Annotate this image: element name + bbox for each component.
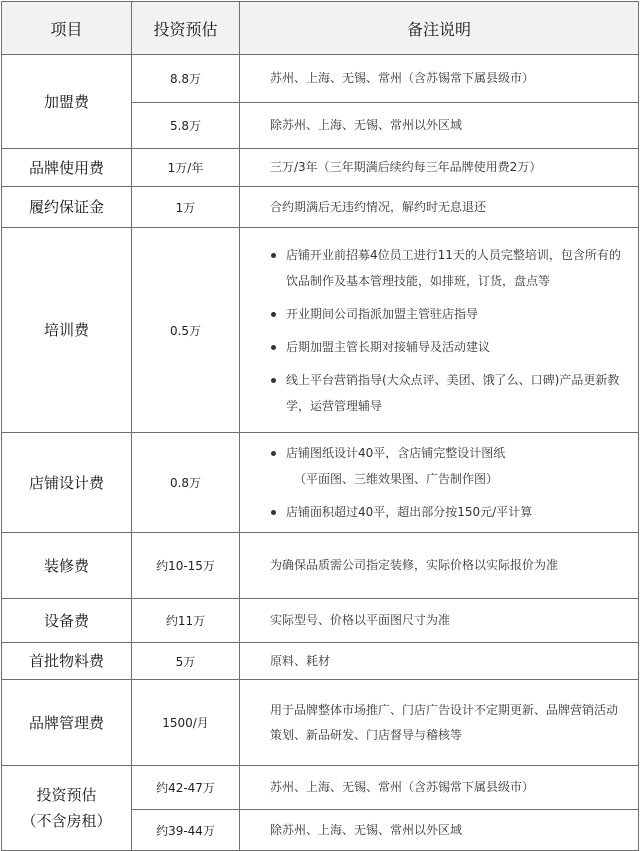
header-item: 项目 [2, 2, 132, 55]
row-investment: 约42-47万 [132, 766, 240, 810]
row-item-franchise-fee: 加盟费 [2, 55, 132, 149]
table-row [2, 766, 639, 810]
row-note: 原料、耗材 [240, 643, 639, 680]
bullet-list [270, 242, 624, 419]
row-note [240, 433, 639, 533]
row-investment: 约39-44万 [132, 810, 240, 851]
table-row [2, 533, 639, 599]
row-investment: 5.8万 [132, 103, 240, 149]
row-investment: 8.8万 [132, 55, 240, 103]
table-row [2, 228, 639, 433]
row-note: 除苏州、上海、无锡、常州以外区域 [240, 810, 639, 851]
header-note: 备注说明 [240, 2, 639, 55]
table-row [2, 149, 639, 187]
table-row [2, 599, 639, 643]
row-investment: 0.5万 [132, 228, 240, 433]
list-item: 开业期间公司指派加盟主管驻店指导 [270, 301, 624, 327]
row-note [240, 228, 639, 433]
row-item-equipment-fee: 设备费 [2, 599, 132, 643]
row-item-renovation-fee: 装修费 [2, 533, 132, 599]
row-note: 除苏州、上海、无锡、常州以外区域 [240, 103, 639, 149]
row-note: 合约期满后无违约情况，解约时无息退还 [240, 187, 639, 228]
row-investment: 约10-15万 [132, 533, 240, 599]
row-investment: 约11万 [132, 599, 240, 643]
row-investment: 1万/年 [132, 149, 240, 187]
table-row [2, 55, 639, 103]
row-item-training-fee: 培训费 [2, 228, 132, 433]
fee-table [1, 1, 639, 851]
list-item: 店铺开业前招募4位员工进行11天的人员完整培训，包含所有的饮品制作及基本管理技能，如排班，订货，盘点等 [270, 242, 624, 294]
row-note: 实际型号、价格以平面图尺寸为准 [240, 599, 639, 643]
table-row [2, 643, 639, 680]
row-note: 苏州、上海、无锡、常州（含苏锡常下属县级市） [240, 766, 639, 810]
list-item: 线上平台营销指导(大众点评、美团、饿了么、口碑)产品更新教学，运营管理辅导 [270, 367, 624, 419]
item-line: 投资预估 [36, 786, 97, 804]
row-item-brand-management-fee: 品牌管理费 [2, 680, 132, 766]
list-item: 后期加盟主管长期对接辅导及活动建议 [270, 334, 624, 360]
header-row [2, 2, 639, 55]
row-item-brand-usage-fee: 品牌使用费 [2, 149, 132, 187]
row-note: 三万/3年（三年期满后续约每三年品牌使用费2万） [240, 149, 639, 187]
table-row [2, 680, 639, 766]
list-item [270, 440, 624, 492]
item-line: （不含房租） [21, 812, 112, 830]
row-investment: 5万 [132, 643, 240, 680]
row-item-performance-deposit: 履约保证金 [2, 187, 132, 228]
row-investment: 1万 [132, 187, 240, 228]
row-item-store-design-fee: 店铺设计费 [2, 433, 132, 533]
row-note: 用于品牌整体市场推广、门店广告设计不定期更新、品牌营销活动策划、新品研发、门店督导与稽核等 [240, 680, 639, 766]
bullet-list [270, 440, 624, 525]
list-item-text: 店铺图纸设计40平，含店铺完整设计图纸 [286, 446, 506, 460]
row-note: 为确保品质需公司指定装修，实际价格以实际报价为准 [240, 533, 639, 599]
list-item-subline: （平面图、三维效果图、广告制作图） [294, 472, 499, 486]
row-note: 苏州、上海、无锡、常州（含苏锡常下属县级市） [240, 55, 639, 103]
row-item-investment-estimate [2, 766, 132, 851]
list-item: 店铺面积超过40平，超出部分按150元/平计算 [270, 499, 624, 525]
row-item-initial-materials-fee: 首批物料费 [2, 643, 132, 680]
row-investment: 1500/月 [132, 680, 240, 766]
header-investment: 投资预估 [132, 2, 240, 55]
table-row [2, 433, 639, 533]
row-investment: 0.8万 [132, 433, 240, 533]
table-row [2, 187, 639, 228]
